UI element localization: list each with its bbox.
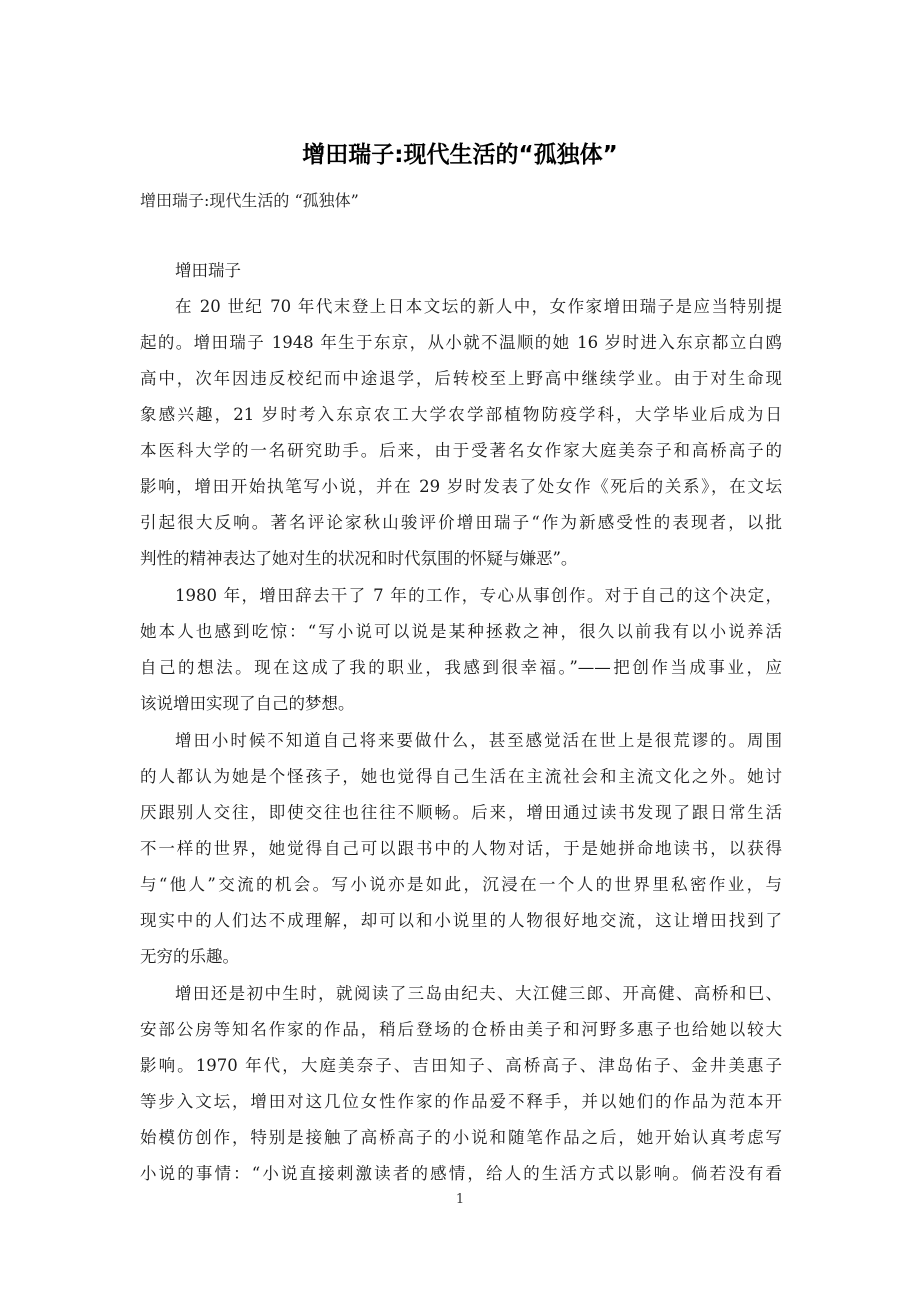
- text-line: 增田小时候不知道自己将来要做什么，甚至感觉活在世上是很荒谬的。周围: [175, 731, 782, 750]
- text-line: 等步入文坛，增田对这几位女性作家的作品爱不释手，并以她们的作品为范本开: [140, 1092, 782, 1111]
- text-line: 不一样的世界，她觉得自己可以跟书中的人物对话，于是她拼命地读书，以获得: [140, 839, 782, 858]
- page-number: 1: [455, 1192, 465, 1207]
- paragraph-4: [140, 980, 782, 1196]
- text-line: 增田还是初中生时，就阅读了三岛由纪夫、大江健三郎、开高健、高桥和巳、: [175, 984, 782, 1003]
- paragraph-2: [140, 582, 782, 726]
- text-line: 象感兴趣，21 岁时考入东京农工大学农学部植物防疫学科，大学毕业后成为日: [140, 405, 782, 424]
- text-line: 高中，次年因违反校纪而中途退学，后转校至上野高中继续学业。由于对生命现: [140, 369, 782, 388]
- text-line: 影响。1970 年代，大庭美奈子、吉田知子、高桥高子、津岛佑子、金井美惠子: [140, 1056, 782, 1075]
- paragraph-3: [140, 727, 782, 979]
- text-line: 厌跟别人交往，即使交往也往往不顺畅。后来，增田通过读书发现了跟日常生活: [140, 803, 782, 822]
- document-title: 增田瑞子:现代生活的“孤独体”: [302, 142, 618, 168]
- document-subtitle: 增田瑞子:现代生活的 “孤独体”: [140, 191, 359, 210]
- text-line: 引起很大反响。著名评论家秋山骏评价增田瑞子“作为新感受性的表现者，以批: [140, 513, 782, 532]
- text-line: 的人都认为她是个怪孩子，她也觉得自己生活在主流社会和主流文化之外。她讨: [140, 767, 782, 786]
- text-line: 1980 年，增田辞去干了 7 年的工作，专心从事创作。对于自己的这个决定，: [175, 586, 782, 605]
- author-line: 增田瑞子: [175, 261, 241, 280]
- text-line: 自己的想法。现在这成了我的职业，我感到很幸福。”——把创作当成事业，应: [140, 658, 782, 677]
- text-line: 现实中的人们达不成理解，却可以和小说里的人物很好地交流，这让增田找到了: [140, 911, 782, 930]
- text-line: 始模仿创作，特别是接触了高桥高子的小说和随笔作品之后，她开始认真考虑写: [140, 1128, 782, 1147]
- text-line: 小说的事情：“小说直接刺激读者的感情，给人的生活方式以影响。倘若没有看: [140, 1164, 782, 1183]
- text-line: 她本人也感到吃惊：“写小说可以说是某种拯救之神，很久以前我有以小说养活: [140, 622, 782, 641]
- text-line: 起的。增田瑞子 1948 年生于东京，从小就不温顺的她 16 岁时进入东京都立白鸥: [140, 333, 782, 352]
- document-body: [140, 257, 782, 1196]
- text-line: 无穷的乐趣。: [140, 947, 239, 966]
- paragraph-1: [140, 293, 782, 581]
- text-line: 在 20 世纪 70 年代末登上日本文坛的新人中，女作家增田瑞子是应当特别提: [175, 297, 782, 316]
- text-line: 该说增田实现了自己的梦想。: [140, 694, 355, 713]
- text-line: 安部公房等知名作家的作品，稍后登场的仓桥由美子和河野多惠子也给她以较大: [140, 1020, 782, 1039]
- text-line: 与“他人”交流的机会。写小说亦是如此，沉浸在一个人的世界里私密作业，与: [140, 875, 782, 894]
- text-line: 判性的精神表达了她对生的状况和时代氛围的怀疑与嫌恶”。: [140, 549, 578, 568]
- text-line: 本医科大学的一名研究助手。后来，由于受著名女作家大庭美奈子和高桥高子的: [140, 441, 782, 460]
- text-line: 影响，增田开始执笔写小说，并在 29 岁时发表了处女作《死后的关系》，在文坛: [140, 477, 782, 496]
